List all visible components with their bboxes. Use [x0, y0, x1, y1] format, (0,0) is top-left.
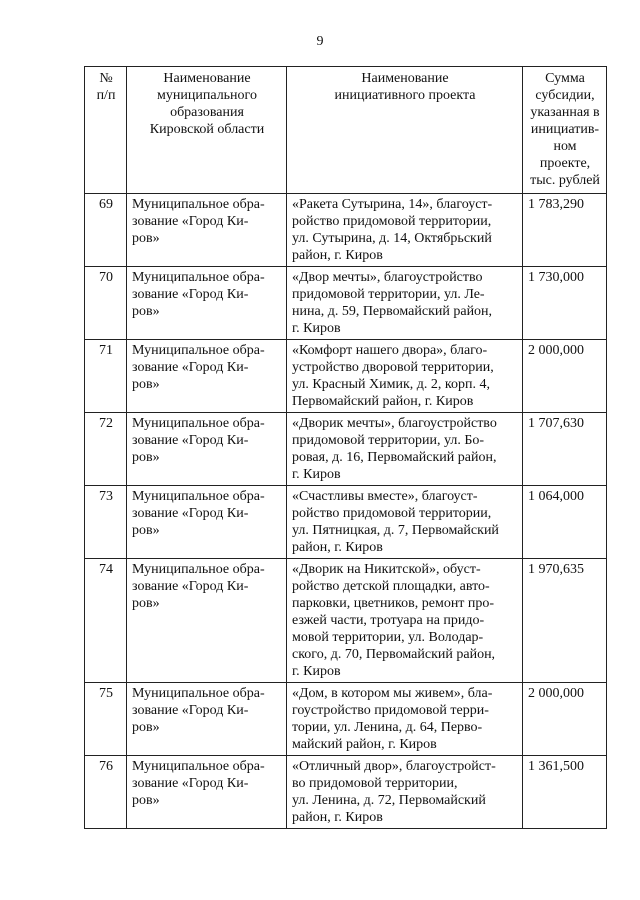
table-row [85, 486, 607, 559]
row-municipality: Муниципальное обра- зование «Город Ки- ров» [127, 413, 287, 486]
row-municipality: Муниципальное обра- зование «Город Ки- ров» [127, 267, 287, 340]
header-number: № п/п [85, 67, 127, 194]
row-municipality: Муниципальное обра- зование «Город Ки- ров» [127, 683, 287, 756]
row-sum: 1 361,500 [523, 756, 607, 829]
row-sum: 1 730,000 [523, 267, 607, 340]
table-header-row [85, 67, 607, 194]
row-sum: 1 064,000 [523, 486, 607, 559]
header-project: Наименование инициативного проекта [287, 67, 523, 194]
row-sum: 2 000,000 [523, 683, 607, 756]
table-row [85, 559, 607, 683]
row-number: 75 [85, 683, 127, 756]
row-project: «Комфорт нашего двора», благо- устройство дворовой территории, ул. Красный Химик, д. 2, корп. 4, Первомайский район, г. Киров [287, 340, 523, 413]
header-subsidy-sum: Сумма субсидии, указанная в инициатив- ном проекте, тыс. рублей [523, 67, 607, 194]
row-project: «Дворик мечты», благоустройство придомовой территории, ул. Бо- ровая, д. 16, Первомайский район, г. Киров [287, 413, 523, 486]
row-sum: 1 970,635 [523, 559, 607, 683]
row-project: «Дворик на Никитской», обуст- ройство детской площадки, авто- парковки, цветников, ремонт про- езжей части, тротуара на придо- мовой территории, ул. Володар- ского, д. 70, Первомайский район, г. Киров [287, 559, 523, 683]
row-municipality: Муниципальное обра- зование «Город Ки- ров» [127, 756, 287, 829]
row-number: 73 [85, 486, 127, 559]
page-number: 9 [316, 34, 324, 49]
row-project: «Отличный двор», благоустройст- во придомовой территории, ул. Ленина, д. 72, Первомайский район, г. Киров [287, 756, 523, 829]
row-project: «Счастливы вместе», благоуст- ройство придомовой территории, ул. Пятницкая, д. 7, Первомайский район, г. Киров [287, 486, 523, 559]
table-row [85, 267, 607, 340]
row-sum: 1 707,630 [523, 413, 607, 486]
row-sum: 2 000,000 [523, 340, 607, 413]
row-municipality: Муниципальное обра- зование «Город Ки- ров» [127, 340, 287, 413]
row-project: «Двор мечты», благоустройство придомовой территории, ул. Ле- нина, д. 59, Первомайский район, г. Киров [287, 267, 523, 340]
row-sum: 1 783,290 [523, 194, 607, 267]
row-number: 74 [85, 559, 127, 683]
table-row [85, 194, 607, 267]
row-project: «Ракета Сутырина, 14», благоуст- ройство придомовой территории, ул. Сутырина, д. 14, Октябрьский район, г. Киров [287, 194, 523, 267]
header-municipality: Наименование муниципального образования Кировской области [127, 67, 287, 194]
row-number: 76 [85, 756, 127, 829]
subsidy-table [84, 66, 607, 829]
row-municipality: Муниципальное обра- зование «Город Ки- ров» [127, 486, 287, 559]
table-row [85, 683, 607, 756]
table-row [85, 413, 607, 486]
row-number: 71 [85, 340, 127, 413]
row-municipality: Муниципальное обра- зование «Город Ки- ров» [127, 194, 287, 267]
row-municipality: Муниципальное обра- зование «Город Ки- ров» [127, 559, 287, 683]
table-row [85, 756, 607, 829]
row-number: 70 [85, 267, 127, 340]
row-number: 69 [85, 194, 127, 267]
row-project: «Дом, в котором мы живем», бла- гоустройство придомовой терри- тории, ул. Ленина, д. 64, Перво- майский район, г. Киров [287, 683, 523, 756]
row-number: 72 [85, 413, 127, 486]
table-row [85, 340, 607, 413]
